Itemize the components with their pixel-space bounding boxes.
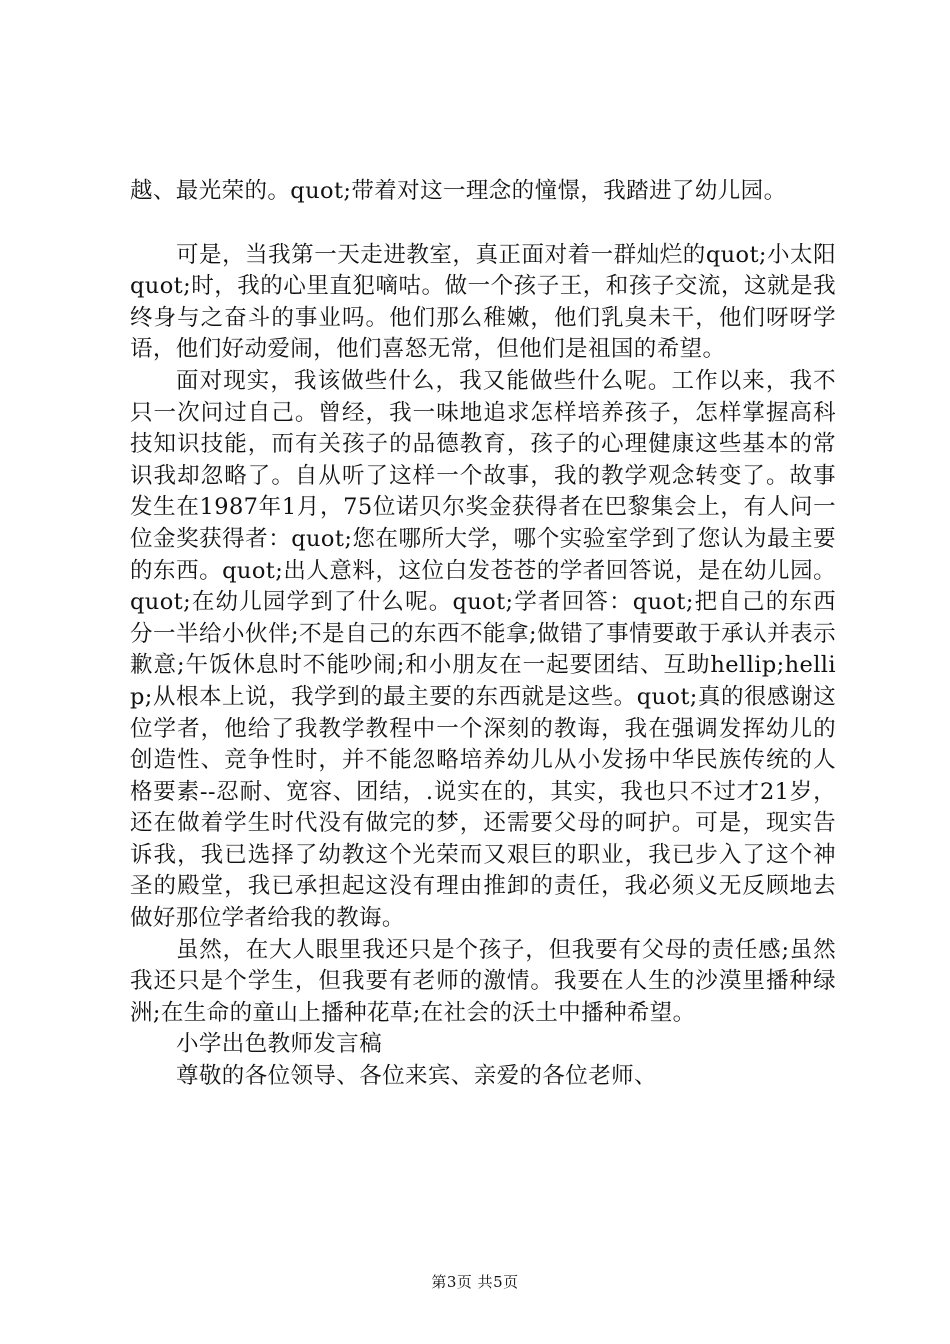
section-heading: 小学出色教师发言稿 [176,1031,383,1058]
paragraph: 可是，当我第一天走进教室，真正面对着一群灿烂的quot;小太阳quot;时，我的心里直犯嘀咕。做一个孩子王，和孩子交流，这就是我终身与之奋斗的事业吗。他们那么稚嫩，他们乳臭未干，他们呀呀学语，他们好动爱闹，他们喜怒无常，但他们是祖国的希望。 [130,241,836,363]
page-footer [0,1271,950,1292]
page-number-label: 第3页 共5页 [431,1273,519,1291]
paragraph: 面对现实，我该做些什么，我又能做些什么呢。工作以来，我不只一次问过自己。曾经，我一味地追求怎样培养孩子，怎样掌握高科技知识技能，而有关孩子的品德教育，孩子的心理健康这些基本的常识我却忽略了。自从听了这样一个故事，我的教学观念转变了。故事发生在1987年1月，75位诺贝尔奖金获得者在巴黎集会上，有人问一位金奖获得者：quot;您在哪所大学，哪个实验室学到了您认为最主要的东西。quot;出人意料，这位白发苍苍的学者回答说，是在幼儿园。quot;在幼儿园学到了什么呢。quot;学者回答：quot;把自己的东西分一半给小伙伴;不是自己的东西不能拿;做错了事情要敢于承认并表示歉意;午饭休息时不能吵闹;和小朋友在一起要团结、互助hellip;hellip;从根本上说，我学到的最主要的东西就是这些。quot;真的很感谢这位学者，他给了我教学教程中一个深刻的教诲，我在强调发挥幼儿的创造性、竞争性时，并不能忽略培养幼儿从小发扬中华民族传统的人格要素--忍耐、宽容、团结，.说实在的，其实，我也只不过才21岁，还在做着学生时代没有做完的梦，还需要父母的呵护。可是，现实告诉我，我已选择了幼教这个光荣而又艰巨的职业，我已步入了这个神圣的殿堂，我已承担起这没有理由推卸的责任，我必须义无反顾地去做好那位学者给我的教诲。 [130,367,836,932]
paragraph-continuation: 越、最光荣的。quot;带着对这一理念的憧憬，我踏进了幼儿园。 [130,178,787,204]
salutation-line: 尊敬的各位领导、各位来宾、亲爱的各位老师、 [176,1063,657,1090]
paragraph: 虽然，在大人眼里我还只是个孩子，但我要有父母的责任感;虽然我还只是个学生，但我要有老师的激情。我要在人生的沙漠里播种绿洲;在生命的童山上播种花草;在社会的沃土中播种希望。 [130,936,836,1026]
document-body [130,176,836,1093]
